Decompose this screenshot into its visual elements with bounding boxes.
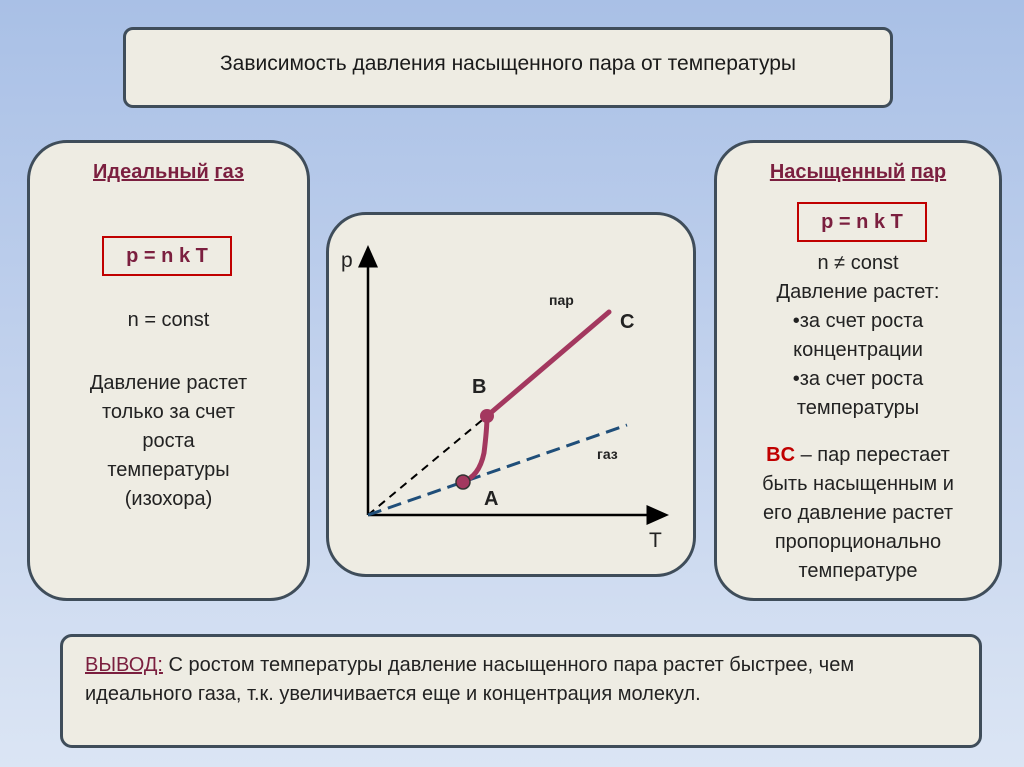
bc-line: быть насыщенным и xyxy=(762,473,954,495)
bc-line: – пар перестает xyxy=(795,444,950,466)
bullet-line: •за счет роста xyxy=(792,368,924,390)
ideal-gas-panel xyxy=(27,140,310,601)
ideal-gas-formula: p = n k T xyxy=(102,236,232,276)
point-c-label: C xyxy=(620,311,635,333)
saturated-vapor-heading-word2: пар xyxy=(910,161,947,183)
pressure-rises-text: Давление растет: xyxy=(776,281,940,303)
bc-line: пропорционально xyxy=(774,531,942,553)
ideal-gas-heading-word1: Идеальный xyxy=(93,161,209,183)
saturated-vapor-condition: n ≠ const xyxy=(817,252,899,274)
bc-line: его давление растет xyxy=(762,502,954,524)
axis-t-label: T xyxy=(649,529,662,552)
bullet-line: концентрации xyxy=(793,339,923,361)
conclusion-text xyxy=(85,651,959,709)
bc-line: температуре xyxy=(798,560,918,582)
conclusion-label: ВЫВОД: xyxy=(85,654,163,676)
point-a-label: A xyxy=(484,488,499,510)
desc-line: Давление растет xyxy=(89,372,248,394)
vapor-label: пар xyxy=(549,292,574,308)
desc-line: (изохора) xyxy=(124,488,213,510)
graph-panel xyxy=(326,212,696,577)
conclusion-box xyxy=(60,634,982,748)
pressure-temperature-graph xyxy=(329,215,693,574)
bullet-line: температуры xyxy=(796,397,920,419)
saturated-vapor-formula: p = n k T xyxy=(797,202,927,242)
gas-label: газ xyxy=(597,446,618,462)
axis-p-label: p xyxy=(341,249,353,272)
desc-line: только за счет xyxy=(101,401,236,423)
point-b-marker xyxy=(480,409,494,423)
desc-line: роста xyxy=(142,430,195,452)
point-b-label: B xyxy=(472,376,487,398)
saturated-vapor-panel xyxy=(714,140,1002,601)
desc-line: температуры xyxy=(107,459,230,481)
ideal-gas-description xyxy=(30,369,307,514)
saturated-vapor-details xyxy=(717,249,999,423)
ideal-gas-heading xyxy=(30,161,307,184)
conclusion-body: С ростом температуры давление насыщенного пара растет быстрее, чем идеального газа, т.к. увеличивается еще и концентрация молекул. xyxy=(85,654,855,705)
page-title: Зависимость давления насыщенного пара от температуры xyxy=(220,52,796,75)
bc-line-first xyxy=(717,441,999,470)
saturated-vapor-heading xyxy=(717,161,999,184)
bullet-line: •за счет роста xyxy=(792,310,924,332)
saturated-vapor-heading-word1: Насыщенный xyxy=(769,161,906,183)
dashed-extension-line xyxy=(368,416,487,515)
title-box xyxy=(123,27,893,108)
ideal-gas-condition: n = const xyxy=(127,309,210,331)
point-a-marker xyxy=(456,475,470,489)
bc-label: BC xyxy=(766,444,796,466)
ideal-gas-heading-word2: газ xyxy=(214,161,244,183)
bc-explanation xyxy=(717,441,999,586)
